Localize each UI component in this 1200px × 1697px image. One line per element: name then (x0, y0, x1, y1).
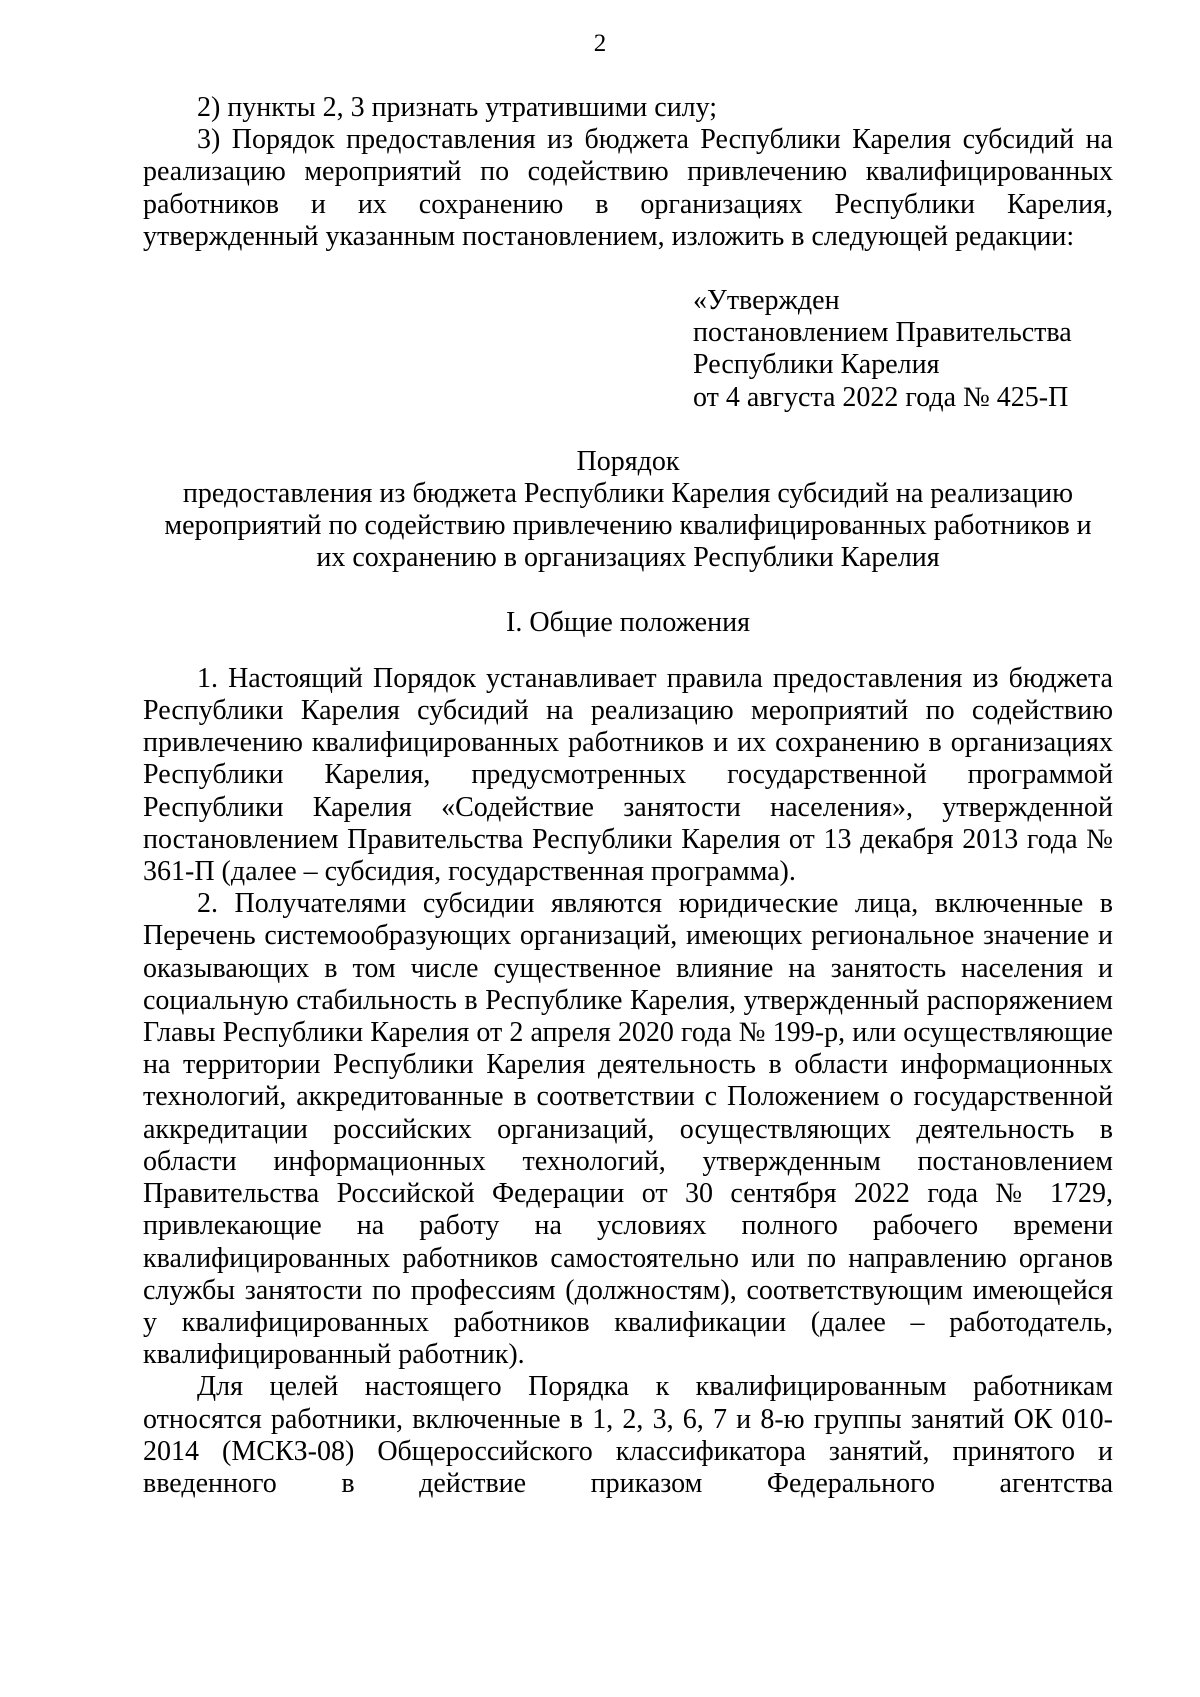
approval-line-3: Республики Карелия (693, 349, 940, 381)
document-title-line-3: их сохранению в организациях Республики Карелия (316, 542, 940, 574)
approval-line-4: от 4 августа 2022 года № 425-П (693, 381, 1069, 413)
section-title: I. Общие положения (506, 606, 750, 638)
document-title-line-1: предоставления из бюджета Республики Карелия субсидий на реализацию (182, 478, 1074, 510)
page-number: 2 (593, 30, 607, 57)
paragraph-1: 1. Настоящий Порядок устанавливает правила предоставления из бюджета Республики Карелия субсидий на реализацию мероприятий по содействию привлечению квалифицированных работников и их сохранению в организациях Республики Карелия, предусмотренных государственной программой Республики Карелия «Содействие занятости населения», утвержденной постановлением Правительства Республики Карелия от 13 декабря 2013 года № 361-П (далее – субсидия, государственная программа). (143, 662, 1113, 888)
approval-stamp-block (693, 285, 1113, 414)
document-body (143, 92, 1113, 1500)
amendment-item-3: 3) Порядок предоставления из бюджета Республики Карелия субсидий на реализацию мероприятий по содействию привлечению квалифицированных работников и их сохранению в организациях Республики Карелия, утвержденный указанным постановлением, изложить в следующей редакции: (143, 124, 1113, 252)
paragraph-3: Для целей настоящего Порядка к квалифицированным работникам относятся работники, включенные в 1, 2, 3, 6, 7 и 8-ю группы занятий ОК 010-2014 (МСКЗ-08) Общероссийского классификатора занятий, принятого и введенного в действие приказом Федерального агентства (143, 1371, 1113, 1499)
document-title (143, 446, 1113, 575)
document-title-heading: Порядок (576, 445, 680, 477)
document-title-line-2: мероприятий по содействию привлечению квалифицированных работников и (164, 510, 1092, 542)
amendment-item-2: 2) пункты 2, 3 признать утратившими силу; (197, 92, 718, 123)
approval-line-1: «Утвержден (693, 285, 840, 317)
approval-line-2: постановлением Правительства (693, 317, 1072, 349)
paragraph-2: 2. Получателями субсидии являются юридические лица, включенные в Перечень системообразующих организаций, имеющих региональное значение и оказывающих в том числе существенное влияние на занятость населения и социальную стабильность в Республике Карелия, утвержденный распоряжением Главы Республики Карелия от 2 апреля 2020 года № 199-р, или осуществляющие на территории Республики Карелия деятельность в области информационных технологий, аккредитованные в соответствии с Положением о государственной аккредитации российских организаций, осуществляющих деятельность в области информационных технологий, утвержденным постановлением Правительства Российской Федерации от 30 сентября 2022 года № 1729, привлекающие на работу на условиях полного рабочего времени квалифицированных работников самостоятельно или по направлению органов службы занятости по профессиям (должностям), соответствующим имеющейся у квалифицированных работников квалификации (далее – работодатель, квалифицированный работник). (143, 888, 1113, 1371)
